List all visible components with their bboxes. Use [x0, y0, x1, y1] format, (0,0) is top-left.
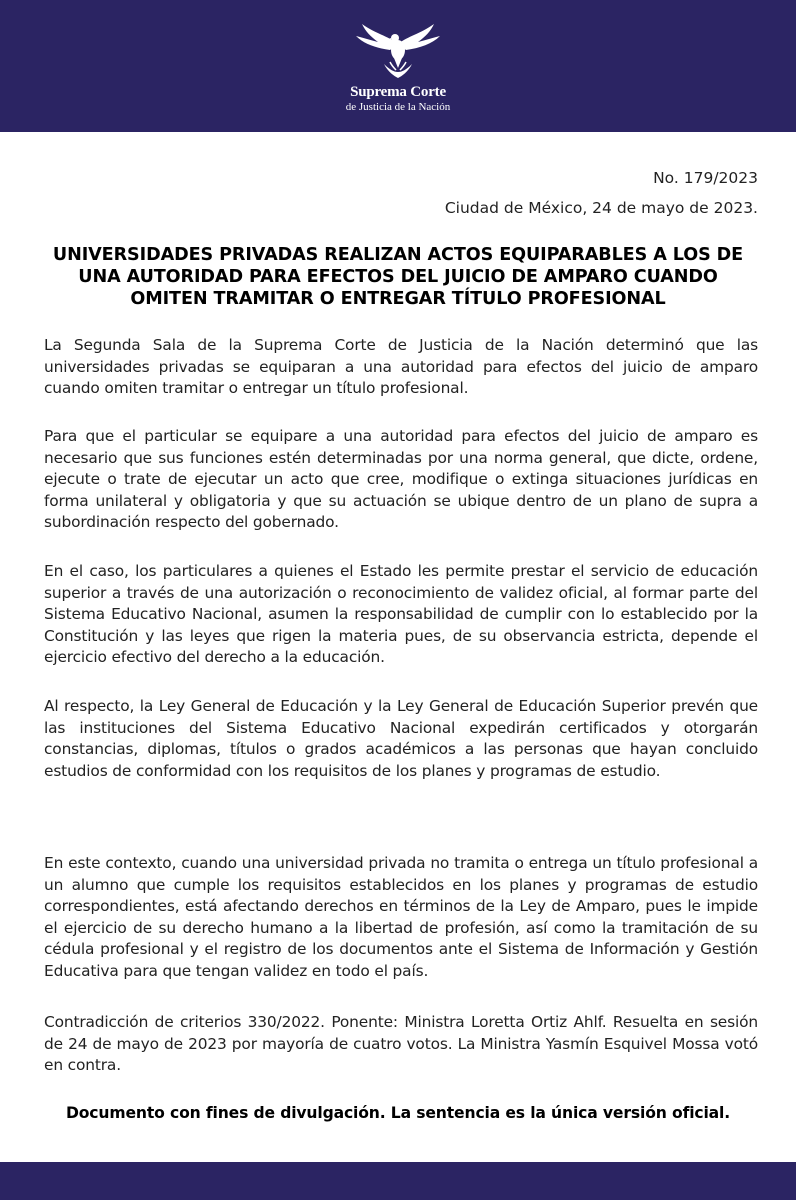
- paragraph: Para que el particular se equipare a una autoridad para efectos del juicio de amparo es necesario que sus funciones estén determinadas por una norma general, que dicte, ordene, ejecute o trate de ejecutar un acto que cree, modifique o extinga situaciones jurídicas en forma unilateral y obligatoria y que su actuación se ubique dentro de un plano de supra a subordinación respecto del gobernado.: [44, 427, 758, 532]
- header-banner: [0, 0, 796, 132]
- paragraph: En este contexto, cuando una universidad privada no tramita o entrega un título profesional a un alumno que cumple los requisitos establecidos en los planes y programas de estudio correspondientes, está afectando derechos en términos de la Ley de Amparo, pues le impide el ejercicio de su derecho humano a la libertad de profesión, así como la tramitación de su cédula profesional y el registro de los documentos ante el Sistema de Información y Gestión Educativa para que tengan validez en todo el país.: [44, 854, 758, 980]
- release-number: No. 179/2023: [653, 169, 758, 187]
- org-name: Suprema Corte: [350, 84, 446, 100]
- footer-banner: [0, 1162, 796, 1200]
- place-date: Ciudad de México, 24 de mayo de 2023.: [444, 199, 758, 217]
- disclaimer: Documento con fines de divulgación. La sentencia es la única versión oficial.: [65, 1104, 731, 1122]
- court-logo: [0, 0, 796, 132]
- paragraph: La Segunda Sala de la Suprema Corte de Justicia de la Nación determinó que las universidades privadas se equiparan a una autoridad para efectos del juicio de amparo cuando omiten tramitar o entregar un título profesional.: [44, 336, 758, 398]
- paragraph: En el caso, los particulares a quienes el Estado les permite prestar el servicio de educación superior a través de una autorización o reconocimiento de validez oficial, al formar parte del Sistema Educativo Nacional, asumen la responsabilidad de cumplir con lo establecido por la Constitución y las leyes que rigen la materia pues, de su observancia estricta, depende el ejercicio efectivo del derecho a la educación.: [44, 562, 758, 667]
- headline: UNIVERSIDADES PRIVADAS REALIZAN ACTOS EQUIPARABLES A LOS DE UNA AUTORIDAD PARA EFECTOS DEL JUICIO DE AMPARO CUANDO OMITEN TRAMITAR O ENTREGAR TÍTULO PROFESIONAL: [52, 245, 744, 309]
- paragraph-case-reference: Contradicción de criterios 330/2022. Ponente: Ministra Loretta Ortiz Ahlf. Resuelta en sesión de 24 de mayo de 2023 por mayoría de cuatro votos. La Ministra Yasmín Esquivel Mossa votó en contra.: [44, 1013, 758, 1075]
- org-subtitle: de Justicia de la Nación: [345, 101, 451, 113]
- paragraph: Al respecto, la Ley General de Educación y la Ley General de Educación Superior prevén que las instituciones del Sistema Educativo Nacional expedirán certificados y otorgarán constancias, diplomas, títulos o grados académicos a las personas que hayan concluido estudios de conformidad con los requisitos de los planes y programas de estudio.: [44, 697, 758, 780]
- eagle-emblem-icon: [348, 14, 448, 84]
